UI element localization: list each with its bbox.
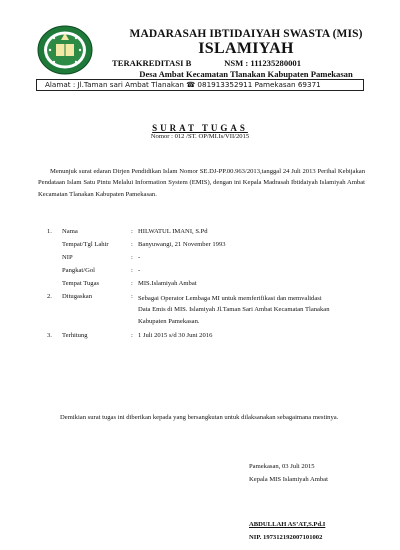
signature-place-date: Pamekasan, 03 Juli 2015 [249,463,315,470]
detail-row [0,267,400,277]
detail-number: 3. [47,332,52,339]
detail-colon: : [131,241,133,248]
detail-value-line: Data Emis di MIS. Islamiyah Jl.Taman Sari Ambat Kecamatan Tlanakan [138,306,330,314]
closing-paragraph [38,412,365,423]
accreditation-line [112,58,392,68]
detail-value: HILWATUL IMANI, S.Pd [138,228,208,235]
detail-row [0,228,400,238]
detail-label: Terhitung [62,332,88,339]
detail-colon: : [131,228,133,235]
nsm-text: NSM : 111235280001 [224,58,302,68]
detail-value: - [138,267,141,274]
school-location: Desa Ambat Kecamatan Tlanakan Kabupaten Pamekasan [139,69,353,79]
detail-colon: : [131,267,133,274]
detail-colon: : [131,280,133,287]
school-name-line1: MADARASAH IBTIDAIYAH SWASTA (MIS) [129,28,363,40]
detail-row [0,254,400,264]
detail-value: Banyuwangi, 21 November 1993 [138,241,226,248]
detail-row [0,280,400,290]
intro-paragraph [38,166,365,200]
detail-value: MIS.Islamiyah Ambat [138,280,197,287]
detail-label: Nama [62,228,78,235]
letter-title: SURAT TUGAS [152,123,248,133]
signatory-name: ABDULLAH AS’AT,S.Pd.I [249,521,326,528]
school-emblem-icon [36,24,94,76]
detail-row [0,332,400,342]
signature-position: Kepala MIS Islamiyah Ambat [249,476,328,483]
detail-label: Tempat/Tgl Lahir [62,241,109,248]
detail-label: NIP [62,254,73,261]
detail-row [0,293,400,329]
intro-text: Menunjuk surat edaran Dirjen Pendidikan Islam Nomor SE.DJ-PP.00.963/2013,tanggal 24 Juli 2013 Perihal Kebijakan Pendataan Islam Satu Pintu Melalui Information System (EMIS), dengan ini Kepala Madrasah Ibtidaiyah Islamiyah Ambat Kecamatan Tlanakan Kabupaten Pamekasan. [38,168,365,198]
detail-colon: : [131,254,133,261]
school-emblem-graphic [36,24,94,76]
detail-value-line: Sebagai Operator Lembaga MI untuk memferifikasi dan memvalidasi [138,295,322,302]
detail-value-line: Kabupaten Pamekasan. [138,317,200,325]
school-name-line2: ISLAMIYAH [198,40,294,57]
detail-value-multiline [138,293,366,327]
detail-value: 1 Juli 2015 s/d 30 Juni 2016 [138,332,213,339]
detail-label: Pangkat/Gol [62,267,95,274]
detail-value: - [138,254,141,261]
letter-number: Nomor : 012 /ST. OP/MI.Is/VII/2015 [150,133,250,140]
detail-number: 1. [47,228,52,235]
detail-label: Tempat Tugas [62,280,100,287]
detail-number: 2. [47,293,52,300]
closing-text: Demikian surat tugas ini diberikan kepada yang bersangkutan untuk dilaksanakan sebagaimana mestinya. [60,414,339,421]
detail-row [0,241,400,251]
accreditation-text: TERAKREDITASI B [112,58,192,68]
signatory-nip: NIP. 197312192007101002 [249,534,323,541]
address-bar: Alamat : Jl.Taman sari Ambat Tlanakan ☎ 081913352911 Pamekasan 69371 [36,79,364,91]
detail-colon: : [131,293,133,300]
detail-colon: : [131,332,133,339]
detail-label: Ditugaskan [62,293,93,300]
